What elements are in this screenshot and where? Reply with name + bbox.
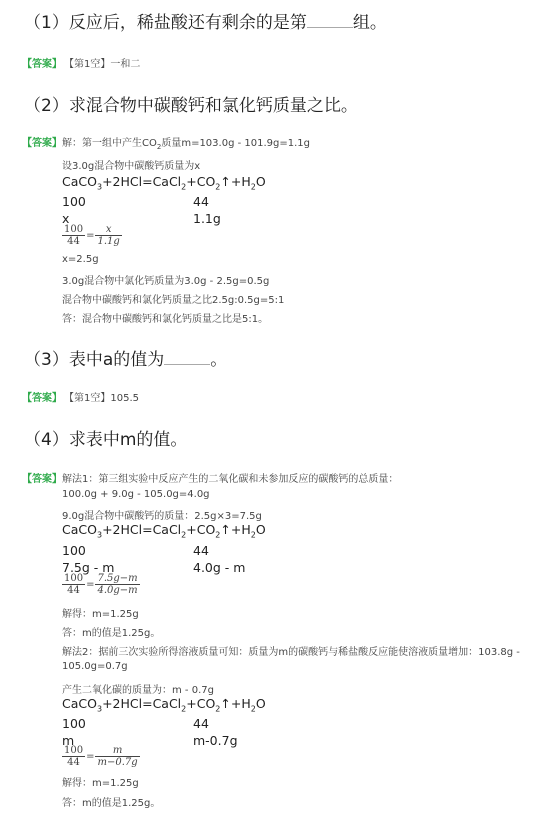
question-1 <box>24 8 387 33</box>
answer-tag: 【答案】 <box>22 474 62 485</box>
ratio-left: x <box>62 211 70 226</box>
answer-line: 9.0g混合物中碳酸钙的质量：2.5g×3=7.5g <box>62 511 262 522</box>
fraction: $\frac{m}{m-0.7g}$ <box>97 745 138 768</box>
answer-text: 【第1空】一和二 <box>64 59 141 70</box>
fraction: $\frac{7.5g-m}{4.0g-m}$ <box>97 573 138 596</box>
answer-text: 【第1空】105.5 <box>64 393 139 404</box>
ratio-left: 100 <box>62 543 86 558</box>
question-number: （4） <box>24 430 69 450</box>
question-4 <box>24 425 187 450</box>
chemical-equation: $CaCO_3+2HCl=CaCl_2+CO_2↑+H_2O$ <box>62 522 266 540</box>
ratio-right: 1.1g <box>193 211 221 226</box>
ratio-right: 44 <box>193 716 209 731</box>
answer-line: 解得：m=1.25g <box>62 609 139 620</box>
ratio-left: 7.5g - m <box>62 560 115 575</box>
proportion-equation: $\frac{100}{44}$ = $\frac{x}{1.1g}$ <box>64 224 120 247</box>
fraction: $\frac{100}{44}$ <box>64 745 84 768</box>
ratio-right: 44 <box>193 194 209 209</box>
ratio-right: 44 <box>193 543 209 558</box>
answer-line: x=2.5g <box>62 254 99 265</box>
fraction: $\frac{100}{44}$ <box>64 573 84 596</box>
proportion-equation: $\frac{100}{44}$ = $\frac{m}{m-0.7g}$ <box>64 745 138 768</box>
ratio-left: m <box>62 733 75 748</box>
question-tail: 组。 <box>352 13 387 33</box>
ratio-left: 100 <box>62 194 86 209</box>
answer-line: 解法2：据前三次实验所得溶液质量可知：质量为m的碳酸钙与稀盐酸反应能使溶液质量增加：103.8g - <box>62 647 520 658</box>
answer-line: 解得：m=1.25g <box>62 778 139 789</box>
question-text: 表中a的值为 <box>68 350 165 370</box>
answer-line: 产生二氧化碳的质量为：m - 0.7g <box>62 685 214 696</box>
question-number: （3） <box>24 350 69 370</box>
question-number: （1） <box>24 13 69 33</box>
answer-blank <box>307 13 353 28</box>
fraction: $\frac{100}{44}$ <box>64 224 84 247</box>
question-text: 反应后，稀盐酸还有剩余的是第 <box>68 13 307 33</box>
fraction: $\frac{x}{1.1g}$ <box>97 224 120 247</box>
answer-line: 设3.0g混合物中碳酸钙质量为x <box>62 161 201 172</box>
answer-line: 105.0g=0.7g <box>62 661 128 672</box>
answer-line: 3.0g混合物中氯化钙质量为3.0g - 2.5g=0.5g <box>62 276 270 287</box>
answer-line: 100.0g + 9.0g - 105.0g=4.0g <box>62 489 210 500</box>
question-text: 求混合物中碳酸钙和氯化钙质量之比。 <box>68 96 358 116</box>
ratio-right: m-0.7g <box>193 733 238 748</box>
question-2 <box>24 91 358 116</box>
answer-blank <box>164 350 210 365</box>
answer-line: 解：第一组中产生$CO_2$质量m=103.0g - 101.9g=1.1g <box>62 138 310 151</box>
chemical-equation: $CaCO_3+2HCl=CaCl_2+CO_2↑+H_2O$ <box>62 174 266 192</box>
ratio-right: 4.0g - m <box>193 560 246 575</box>
answer-tag: 【答案】 <box>22 393 62 404</box>
ratio-left: 100 <box>62 716 86 731</box>
answer-line: 混合物中碳酸钙和氯化钙质量之比2.5g:0.5g=5:1 <box>62 295 285 306</box>
question-text: 求表中m的值。 <box>68 430 188 450</box>
answer-tag: 【答案】 <box>22 59 62 70</box>
chemical-equation: $CaCO_3+2HCl=CaCl_2+CO_2↑+H_2O$ <box>62 696 266 714</box>
answer-line: 答：混合物中碳酸钙和氯化钙质量之比是5:1。 <box>62 314 269 325</box>
answer-tag: 【答案】 <box>22 138 62 149</box>
answer-line: 解法1：第三组实验中反应产生的二氧化碳和未参加反应的碳酸钙的总质量： <box>62 474 399 485</box>
question-number: （2） <box>24 96 69 116</box>
question-tail: 。 <box>210 350 228 370</box>
answer-line: 答：m的值是1.25g。 <box>62 798 161 809</box>
question-3 <box>24 345 227 370</box>
proportion-equation: $\frac{100}{44}$ = $\frac{7.5g-m}{4.0g-m}$ <box>64 573 138 596</box>
answer-line: 答：m的值是1.25g。 <box>62 628 161 639</box>
